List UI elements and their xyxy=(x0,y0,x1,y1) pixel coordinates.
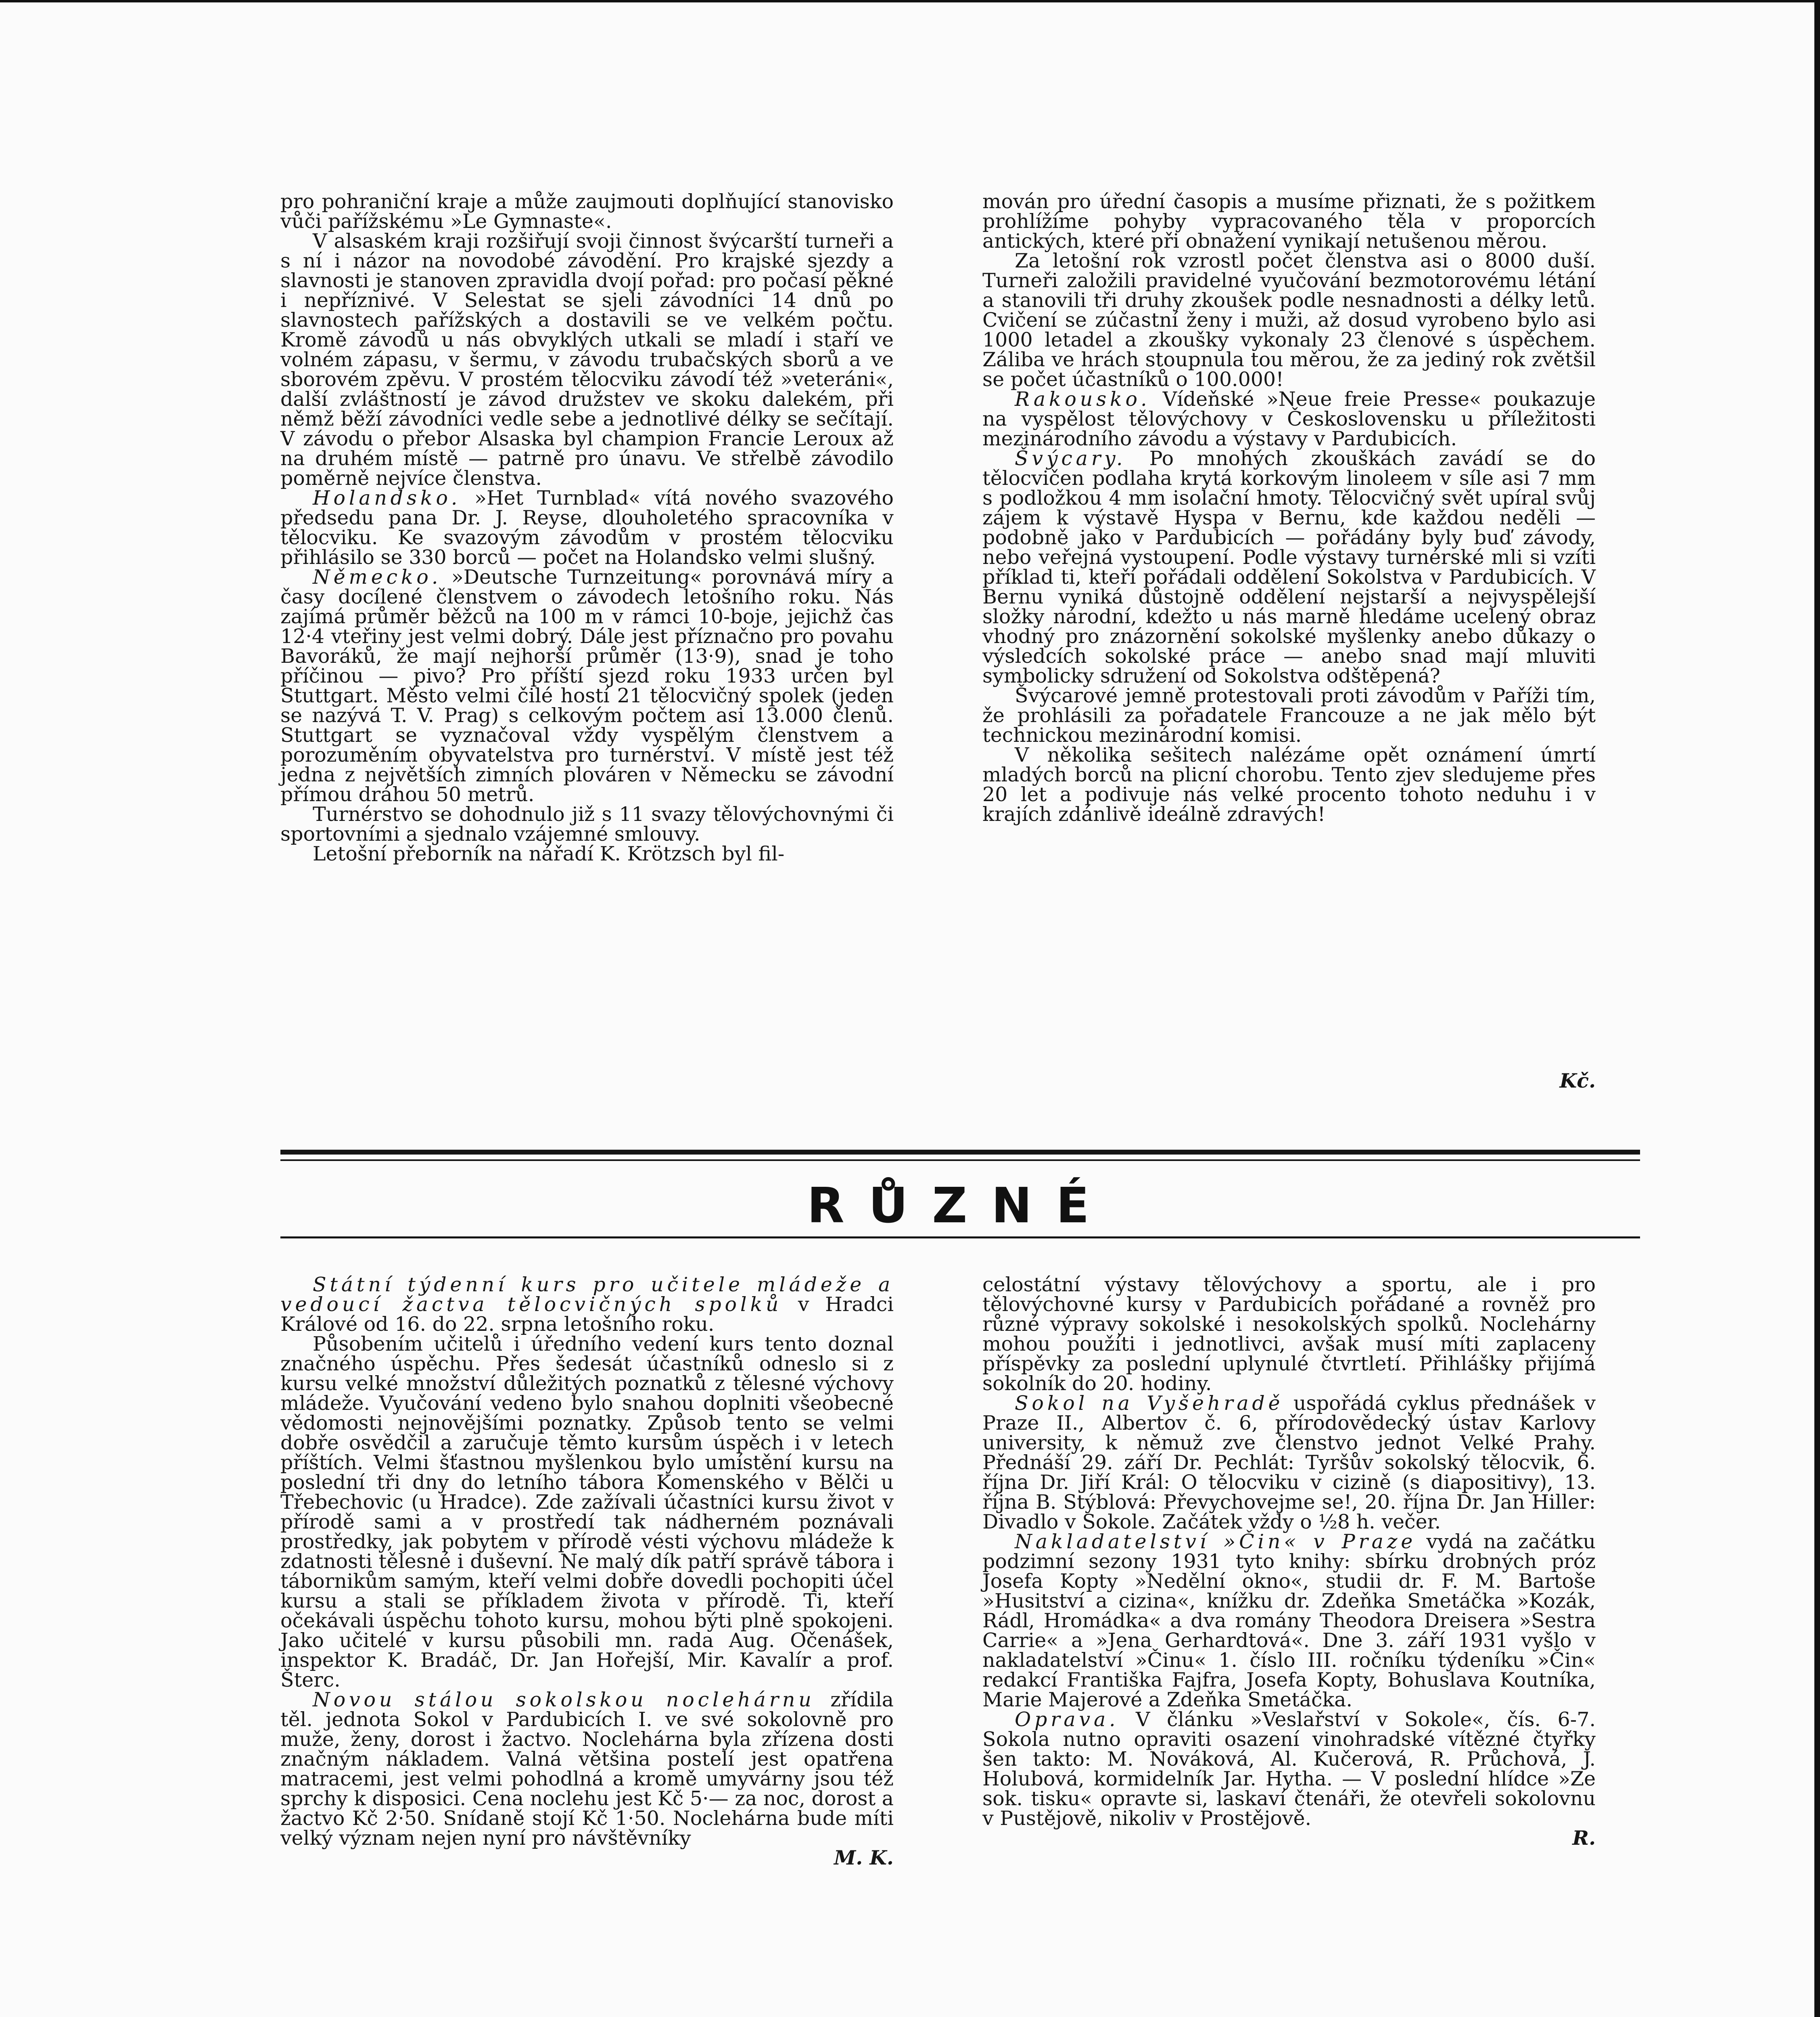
paragraph-lead: Německo. xyxy=(313,566,442,589)
paragraph xyxy=(280,488,894,567)
paragraph-lead: Švýcary. xyxy=(1015,447,1126,470)
paragraph-text: Švýcarové jemně protestovali proti závodům v Paříži tím, že prohlásili za pořadatele Francouze a ne jak mělo být technickou mezinárodní komisi. xyxy=(982,684,1596,747)
scan-border-right xyxy=(1814,0,1820,2017)
article-column-bottom-left xyxy=(280,1275,894,1868)
heading-rule-top-thin xyxy=(280,1159,1640,1161)
signature-kc: Kč. xyxy=(1559,1069,1596,1092)
paragraph xyxy=(982,192,1596,251)
paragraph-text: v Hradci Králové od 16. do 22. srpna letošního roku. xyxy=(280,1293,894,1336)
paragraph xyxy=(982,1710,1596,1828)
paragraph xyxy=(280,804,894,844)
heading-rule-top-thick xyxy=(280,1150,1640,1155)
paragraph xyxy=(982,1393,1596,1532)
paragraph xyxy=(280,231,894,488)
paragraph xyxy=(280,1690,894,1848)
paragraph-text: »Het Turnblad« vítá nového svazového předsedu pana Dr. J. Reyse, dlouholetého spracovníka v tělocviku. Ke svazovým závodům v prostém tělocviku přihlásilo se 330 borců — počet na Holandsko velmi slušný. xyxy=(280,487,894,569)
paragraph xyxy=(982,449,1596,686)
article-column-top-left xyxy=(280,192,894,864)
paragraph-text: Za letošní rok vzrostl počet členstva asi o 8000 duší. Turneři založili pravidelné vyučování bezmotorovému létání a stanovili tři druhy zkoušek podle nesnadnosti a délky letů. Cvičení se zúčastní ženy i muži, až dosud vyrobeno bylo asi 1000 letadel a zkoušky vykonaly 23 členové s úspěchem. Záliba ve hrách stoupnula tou měrou, že za jediný rok zvětšil se počet účastníků o 100.000! xyxy=(982,249,1596,391)
paragraph xyxy=(280,844,894,864)
article-column-top-right xyxy=(982,192,1596,824)
top-right-signature-wrap xyxy=(982,1071,1596,1091)
paragraph-text: Letošní přeborník na nářadí K. Krötzsch byl fil- xyxy=(313,842,785,865)
paragraph-text: Vídeňské »Neue freie Presse« poukazuje na vyspělost tělovýchovy v Československu u příležitosti mezinárodního závodu a výstavy v Pardubicích. xyxy=(982,388,1596,450)
paragraph xyxy=(982,1532,1596,1710)
section-heading-ruzne: RŮZNÉ xyxy=(807,1178,1114,1234)
heading-rule-bottom xyxy=(280,1236,1640,1238)
paragraph-text: pro pohraniční kraje a může zaujmouti doplňující stanovisko vůči pařížskému »Le Gymnaste«. xyxy=(280,190,894,233)
paragraph xyxy=(982,1275,1596,1393)
paragraph-text: Po mnohých zkouškách zavádí se do tělocvičen podlaha krytá korkovým linoleem v síle asi 7 mm s podložkou 4 mm isolační hmoty. Tělocvičný svět upíral svůj zájem k výstavě Hyspa v Bernu, kde každou neděli — podobně jako v Pardubicích — pořádány byly buď závody, nebo veřejná vystoupení. Podle výstavy turnérské mli si vzíti příklad ti, kteří pořádali oddělení Sokolstva v Pardubicích. V Bernu vyniká důstojně oddělení nejstarší a nejvyspělejší složky národní, kdežto u nás marně hledáme ucelený obraz vhodný pro znázornění sokolské myšlenky anebo důkazy o výsledcích sokolské práce — anebo snad mají mluviti symbolicky sdružení od Sokolstva odštěpená? xyxy=(982,447,1596,687)
paragraph-lead: Holandsko. xyxy=(313,487,461,509)
paragraph-text: mován pro úřední časopis a musíme přiznati, že s požitkem prohlížíme pohyby vypracovaného těla v proporcích antických, které při obnažení vynikají netušenou měrou. xyxy=(982,190,1596,253)
paragraph xyxy=(280,192,894,231)
paragraph-text: zřídila těl. jednota Sokol v Pardubicích I. ve své sokolovně pro muže, ženy, dorost i žactvo. Noclehárna byla zřízena dosti značným nákladem. Valná většina postelí jest opatřena matracemi, jest velmi pohodlná a kromě umyvárny jsou též sprchy k disposici. Cena noclehu jest Kč 5·— za noc, dorost a žactvo Kč 2·50. Snídaně stojí Kč 1·50. Noclehárna bude míti velký význam nejen nyní pro návštěvníky xyxy=(280,1688,894,1850)
paragraph xyxy=(982,389,1596,449)
paragraph-text: V článku »Veslařství v Sokole«, čís. 6-7. Sokola nutno opraviti osazení vinohradské vítězné čtyřky šen takto: M. Nováková, Al. Kučerová, R. Průchová, J. Holubová, kormidelník Jar. Hytha. — V poslední hlídce »Ze sok. tisku« opravte si, laskaví čtenáři, že otevřeli sokolovnu v Pustějově, nikoliv v Prostějově. xyxy=(982,1708,1596,1830)
paragraph xyxy=(280,1334,894,1690)
paragraph-text: V několika sešitech nalézáme opět oznámení úmrtí mladých borců na plicní chorobu. Tento zjev sledujeme přes 20 let a podivuje nás velké procento tohoto neduhu i v krajích zdánlivě ideálně zdravých! xyxy=(982,743,1596,826)
scan-border-top xyxy=(0,0,1820,2)
paragraph-lead: Nakladatelství »Čin« v Praze xyxy=(1015,1530,1417,1553)
paragraph-text: vydá na začátku podzimní sezony 1931 tyto knihy: sbírku drobných próz Josefa Kopty »Nedělní okno«, studii dr. F. M. Bartoše »Husitství a cizina«, knížku dr. Zdeňka Smetáčka »Kozák, Rádl, Hromádka« a dva romány Theodora Dreisera »Sestra Carrie« a »Jena Gerhardtová«. Dne 3. září 1931 vyšlo v nakladatelství »Činu« 1. číslo III. ročníku týdeníku »Čin« redakcí Františka Fajfra, Josefa Kopty, Bohuslava Koutníka, Marie Majerové a Zdeňka Smetáčka. xyxy=(982,1530,1596,1711)
paragraph xyxy=(280,1275,894,1334)
paragraph-text: Působením učitelů i úředního vedení kurs tento doznal značného úspěchu. Přes šedesát účastníků odneslo si z kursu velké množství důležitých poznatků z tělesné výchovy mládeže. Vyučování vedeno bylo snahou doplniti všeobecné vědomosti nejnovějšími poznatky. Způsob tento se velmi dobře osvědčil a zaručuje těmto kursům úspěch i v letech příštích. Velmi šťastnou myšlenkou bylo umístění kursu na poslední tři dny do letního tábora Komenského v Bělči u Třebechovic (u Hradce). Zde zažívali účastníci kursu život v přírodě sami a v prostředí tak nádherném poznávali prostředky, jak pobytem v přírodě vésti výchovu mládeže k zdatnosti tělesné i duševní. Ne malý dík patří správě tábora i tábornikům samým, kteří velmi dobře dovedli pochopiti účel kursu a stali se příkladem života v přírodě. Ti, kteří očekávali úspěchu tohoto kursu, mohou býti plně spokojeni. Jako učitelé v kursu působili mn. rada Aug. Očenášek, inspektor K. Bradáč, Dr. Jan Hořejší, Mir. Kavalír a prof. Šterc. xyxy=(280,1332,894,1691)
article-column-bottom-right xyxy=(982,1275,1596,1848)
paragraph-text: »Deutsche Turnzeitung« porovnává míry a časy docílené členstvem o závodech letošního roku. Nás zajímá průměr běžců na 100 m v rámci 10-boje, jejichž čas 12·4 vteřiny jest velmi dobrý. Dále jest příznačno pro povahu Bavoráků, že mají nejhorší průměr (13·9), snad je toho příčinou — pivo? Pro příští sjezd roku 1933 určen byl Stuttgart. Město velmi čilé hostí 21 tělocvičný spolek (jeden se nazývá T. V. Prag) s celkovým počtem asi 13.000 členů. Stuttgart se vyznačoval vždy vyspělým členstvem a porozuměním obyvatelstva pro turnérství. V místě jest též jedna z největších zimních plováren v Německu se závodní přímou dráhou 50 metrů. xyxy=(280,566,894,806)
paragraph-text: V alsaském kraji rozšiřují svoji činnost švýcarští turneři a s ní i názor na novodobé závodění. Pro krajské sjezdy a slavnosti je stanoven zpravidla dvojí pořad: pro počasí pěkné i nepříznivé. V Selestat se sjeli závodníci 14 dnů po slavnostech pařížských a dostavili se ve velkém počtu. Kromě závodů u nás obvyklých utkali se mladí i staří ve volném zápasu, v šermu, v závodu trubačských sborů a ve sborovém zpěvu. V prostém tělocviku závodí též »veteráni«, další zvláštností je závod družstev ve skoku dalekém, při němž běží závodníci vedle sebe a jednotlivé délky se sečítají. V závodu o přebor Alsaska byl champion Francie Leroux až na druhém místě — patrně pro únavu. Ve střelbě závodilo poměrně nejvíce členstva. xyxy=(280,230,894,490)
paragraph-lead: Státní týdenní kurs pro učitele mládeže a vedoucí žactva tělocvičných spolků xyxy=(280,1273,894,1316)
paragraph xyxy=(982,745,1596,824)
paragraph-text: celostátní výstavy tělovýchovy a sportu, ale i pro tělovýchovné kursy v Pardubicích pořádané a rovněž pro různé výpravy sokolské i nesokolských spolků. Noclehárny mohou použíti i jednotlivci, avšak musí míti zaplaceny příspěvky za poslední uplynulé čtvrtletí. Přihlášky přijímá sokolník do 20. hodiny. xyxy=(982,1273,1596,1395)
paragraph-lead: Rakousko. xyxy=(1015,388,1151,411)
signature: R. xyxy=(1572,1826,1596,1850)
paragraph xyxy=(280,567,894,804)
paragraph-text: uspořádá cyklus přednášek v Praze II., Albertov č. 6, přírodovědecký ústav Karlovy university, k němuž zve členstvo jednot Velké Prahy. Přednáší 29. září Dr. Pechlát: Tyršův sokolský tělocvik, 6. října Dr. Jiří Král: O tělocviku v cizině (s diapositivy), 13. října B. Stýblová: Převychovejme se!, 20. října Dr. Jan Hiller: Divadlo v Sokole. Začátek vždy o ½8 h. večer. xyxy=(982,1392,1596,1533)
paragraph-lead: Sokol na Vyšehradě xyxy=(1015,1392,1284,1415)
paragraph-lead: Novou stálou sokolskou noclehárnu xyxy=(313,1688,815,1711)
paragraph xyxy=(982,251,1596,389)
paragraph xyxy=(982,686,1596,745)
signature: M. K. xyxy=(834,1846,894,1869)
paragraph-lead: Oprava. xyxy=(1015,1708,1119,1731)
paragraph-text: Turnérstvo se dohodnulo již s 11 svazy tělovýchovnými či sportovními a sjednalo vzájemné smlouvy. xyxy=(280,803,894,846)
